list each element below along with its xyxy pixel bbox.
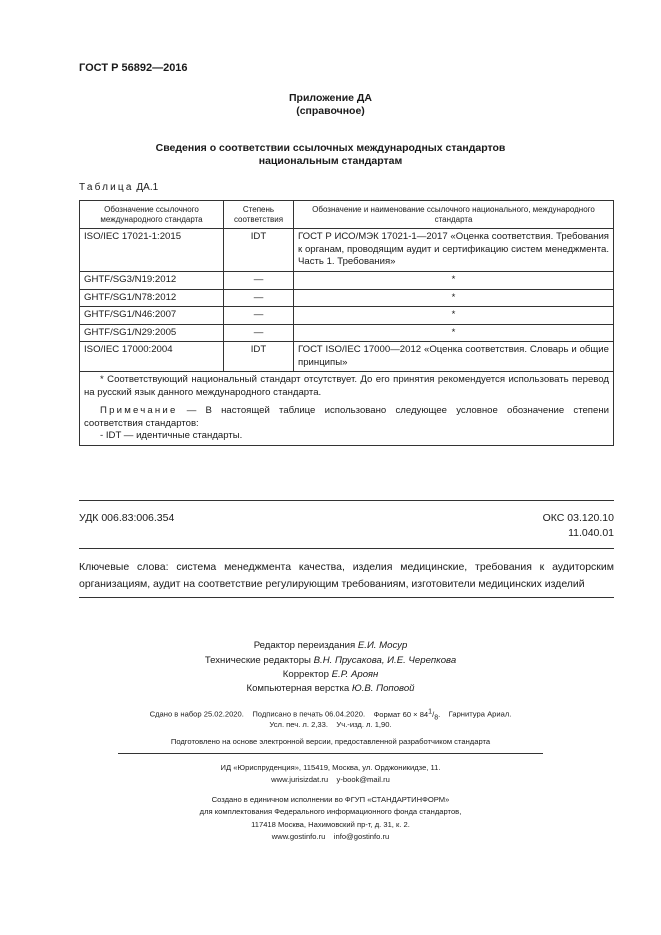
format-numerator: 1 — [428, 708, 433, 715]
national-standard-cell: * — [294, 289, 614, 307]
credit-role: Компьютерная верстка — [246, 683, 350, 694]
credit-name: Ю.В. Поповой — [351, 683, 415, 694]
table-row — [80, 324, 614, 342]
udk-code: УДК 006.83:006.354 — [79, 512, 175, 524]
table-caption-number: ДА.1 — [136, 182, 159, 193]
national-standard-cell: * — [294, 324, 614, 342]
degree-cell: — — [224, 272, 294, 290]
keywords: Ключевые слова: система менеджмента качества, изделия медицинские, требования к аудиторским организациям, аудит на соответствие регулирующим требованиям, изготовители медицинских изделий — [79, 561, 614, 590]
publisher-line2: www.jurisizdat.ru y-book@mail.ru — [271, 775, 390, 784]
divider — [79, 597, 614, 598]
table-row — [80, 272, 614, 290]
typeset-date: Сдано в набор 25.02.2020. — [149, 709, 244, 719]
prepared-note: Подготовлено на основе электронной версии, предоставленной разработчиком стандарта — [170, 737, 491, 746]
intl-standard-cell: ISO/IEC 17000:2004 — [80, 342, 224, 372]
publisher-line5: 117418 Москва, Нахимовский пр-т, д. 31, к. 2. — [251, 820, 410, 829]
credit-role: Корректор — [282, 669, 329, 680]
publisher-line6: www.gostinfo.ru info@gostinfo.ru — [271, 832, 390, 841]
table-row — [80, 342, 614, 372]
column-header: Обозначение и наименование ссылочного национального, международного стандарта — [294, 201, 614, 229]
typeface: Гарнитура Ариал. — [448, 709, 512, 719]
credit-role: Технические редакторы — [204, 655, 311, 666]
national-standard-cell: ГОСТ Р ИСО/МЭК 17021-1—2017 «Оценка соответствия. Требования к органам, проводящим аудит и сертификацию систем менеджмента. Часть 1. Требования» — [294, 229, 614, 272]
table-header-row — [80, 201, 614, 229]
credit-name: В.Н. Прусакова, И.Е. Черепкова — [313, 655, 457, 666]
correspondence-table — [79, 200, 614, 446]
divider — [79, 500, 614, 501]
intl-standard-cell: GHTF/SG1/N78:2012 — [80, 289, 224, 307]
section-heading-line1: Сведения о соответствии ссылочных международных стандартов — [155, 142, 506, 154]
credit-tech-editors — [0, 655, 661, 666]
degree-cell: IDT — [224, 342, 294, 372]
signed-date: Подписано в печать 06.04.2020. — [252, 709, 366, 719]
format-denominator: 8 — [434, 714, 439, 722]
intl-standard-cell: GHTF/SG1/N29:2005 — [80, 324, 224, 342]
degree-cell: IDT — [224, 229, 294, 272]
degree-cell: — — [224, 307, 294, 325]
credit-layout — [0, 683, 661, 694]
national-standard-cell: * — [294, 272, 614, 290]
oks-code-2: 11.040.01 — [568, 527, 614, 539]
column-header: Обозначение ссылочного международного стандарта — [80, 201, 224, 229]
publisher-line4: для комплектования Федерального информационного фонда стандартов, — [199, 807, 462, 816]
credit-role: Редактор переиздания — [253, 640, 356, 651]
degree-cell: — — [224, 324, 294, 342]
intl-standard-cell: ISO/IEC 17021-1:2015 — [80, 229, 224, 272]
credit-name: Е.И. Мосур — [357, 640, 408, 651]
table-row — [80, 229, 614, 272]
note — [84, 405, 609, 430]
note-label: Примечание — [100, 405, 178, 416]
publication-sheets: Уч.-изд. л. 1,90. — [336, 720, 392, 729]
appendix-title: Приложение ДА — [289, 92, 372, 104]
table-notes-cell — [80, 372, 614, 446]
divider — [79, 548, 614, 549]
format-label: Формат 60 × 84 — [373, 709, 429, 719]
table-caption-word: Таблица — [79, 182, 134, 193]
national-standard-cell: ГОСТ ISO/IEC 17000—2012 «Оценка соответствия. Словарь и общие принципы» — [294, 342, 614, 372]
degree-cell: — — [224, 289, 294, 307]
column-header: Степень соответствия — [224, 201, 294, 229]
table-notes-row — [80, 372, 614, 446]
national-standard-cell: * — [294, 307, 614, 325]
credit-proofreader — [0, 669, 661, 680]
footnote: * Соответствующий национальный стандарт отсутствует. До его принятия рекомендуется использовать перевод на русский язык данного международного стандарта. — [84, 374, 609, 398]
note-text: — В настоящей таблице использовано следующее условное обозначение степени соответствия стандартов: — [84, 405, 609, 429]
publisher-line1: ИД «Юриспруденция», 115419, Москва, ул. Орджоникидзе, 11. — [220, 763, 441, 772]
credit-editor — [0, 640, 661, 651]
intl-standard-cell: GHTF/SG1/N46:2007 — [80, 307, 224, 325]
print-sheets: Усл. печ. л. 2,33. — [269, 720, 328, 729]
oks-code-1: ОКС 03.120.10 — [542, 512, 614, 524]
document-id: ГОСТ Р 56892—2016 — [79, 62, 188, 74]
table-row — [80, 289, 614, 307]
print-info-line2 — [0, 720, 661, 729]
publisher-line3: Создано в единичном исполнении во ФГУП «СТАНДАРТИНФОРМ» — [211, 795, 450, 804]
paper-format: Формат $60 \times 84^1/_8$. — [373, 708, 441, 722]
table-caption — [79, 182, 158, 193]
table-row — [80, 307, 614, 325]
credit-name: Е.Р. Ароян — [331, 669, 379, 680]
section-heading-line2: национальным стандартам — [258, 155, 403, 167]
divider — [118, 753, 543, 754]
appendix-subtitle: (справочное) — [296, 105, 365, 117]
note-item: - IDT — идентичные стандарты. — [100, 430, 243, 441]
intl-standard-cell: GHTF/SG3/N19:2012 — [80, 272, 224, 290]
